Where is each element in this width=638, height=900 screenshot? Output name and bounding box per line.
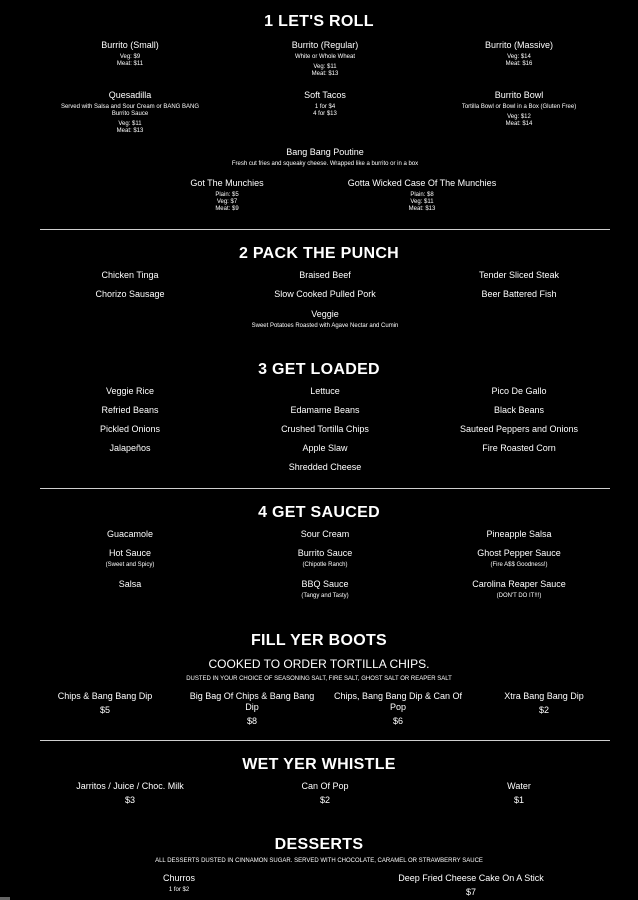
item-price: Meat: $13	[116, 128, 144, 134]
menu-item-protein: Tender Sliced Steak	[478, 270, 560, 280]
item-price: $7	[465, 887, 476, 897]
item-name: Water	[507, 781, 531, 791]
section-title-get-loaded: 3 GET LOADED	[258, 361, 380, 378]
item-name: Chips, Bang Bang Dip & Can Of Pop	[333, 691, 463, 712]
item-price: 1 for $4	[314, 104, 336, 110]
item-price: Veg: $11	[118, 121, 142, 127]
menu-item-topping: Pickled Onions	[99, 424, 161, 434]
item-name: Hot Sauce	[108, 548, 152, 558]
menu-item-protein: Chicken Tinga	[101, 270, 159, 280]
menu-item-drink	[250, 781, 400, 806]
item-name: Bang Bang Poutine	[286, 147, 364, 157]
item-price: Veg: $11	[313, 64, 337, 70]
menu-item-ghost-pepper-sauce	[444, 548, 594, 569]
menu-item-topping: Sauteed Peppers and Onions	[459, 424, 579, 434]
divider	[40, 488, 610, 489]
item-name: Xtra Bang Bang Dip	[504, 691, 584, 701]
section-note: ALL DESSERTS DUSTED IN CINNAMON SUGAR. SERVED WITH CHOCOLATE, CARAMEL OR STRAWBERRY SAUCE	[155, 858, 483, 864]
menu-item-sauce: Pineapple Salsa	[486, 529, 552, 539]
item-name: Burrito (Regular)	[291, 40, 359, 50]
item-description: (Tangy and Tasty)	[301, 593, 349, 599]
menu-item-protein: Braised Beef	[299, 270, 351, 280]
menu-item-dessert	[380, 873, 562, 898]
divider	[40, 740, 610, 741]
item-description: White or Whole Wheat	[294, 54, 356, 60]
item-description: Served with Salsa and Sour Cream or BANG BANG	[60, 104, 200, 110]
menu-item-wicked-munchies	[332, 178, 512, 213]
menu-item-got-the-munchies	[152, 178, 302, 213]
item-name: Burrito (Small)	[101, 40, 159, 50]
item-price: Plain: $5	[215, 192, 239, 198]
item-name: Got The Munchies	[190, 178, 264, 188]
menu-item-sauce: Sour Cream	[300, 529, 350, 539]
menu-item-topping: Fire Roasted Corn	[482, 443, 556, 453]
menu-item-soft-tacos	[250, 90, 400, 118]
item-price: $3	[124, 795, 135, 805]
item-description: (Sweet and Spicy)	[105, 562, 155, 568]
item-name: Gotta Wicked Case Of The Munchies	[347, 178, 497, 188]
menu-item-dessert	[104, 873, 254, 894]
item-price: Meat: $14	[505, 121, 533, 127]
item-price: Veg: $11	[410, 199, 434, 205]
item-name: Big Bag Of Chips & Bang Bang Dip	[189, 691, 315, 712]
menu-item-topping: Pico De Gallo	[491, 386, 547, 396]
item-price: 1 for $2	[168, 887, 190, 893]
item-name: Can Of Pop	[301, 781, 349, 791]
divider	[40, 229, 610, 230]
item-description: Sweet Potatoes Roasted with Agave Nectar and Cumin	[251, 323, 399, 329]
item-price: Veg: $12	[507, 114, 531, 120]
item-name: Ghost Pepper Sauce	[477, 548, 561, 558]
menu-item-topping: Edamame Beans	[290, 405, 360, 415]
menu-item-topping: Lettuce	[310, 386, 340, 396]
menu-item-burrito-massive	[444, 40, 594, 68]
item-price: Plain: $8	[410, 192, 434, 198]
item-name: Deep Fried Cheese Cake On A Stick	[398, 873, 544, 883]
menu-item-topping: Crushed Tortilla Chips	[281, 424, 369, 434]
menu-item-topping: Black Beans	[493, 405, 545, 415]
item-price: Meat: $16	[505, 61, 533, 67]
menu-item-quesadilla	[40, 90, 220, 135]
item-price: Veg: $9	[119, 54, 141, 60]
item-name: Burrito Sauce	[297, 548, 353, 558]
item-name: Quesadilla	[108, 90, 152, 100]
item-name: Soft Tacos	[304, 90, 346, 100]
menu-item-bbq-sauce	[250, 579, 400, 600]
item-name: Carolina Reaper Sauce	[472, 579, 566, 589]
menu-item-protein: Beer Battered Fish	[481, 289, 557, 299]
item-price: Meat: $13	[408, 206, 436, 212]
item-description: (DON'T DO IT!!!)	[496, 593, 542, 599]
item-price: 4 for $13	[313, 111, 337, 117]
section-title-wet-yer-whistle: WET YER WHISTLE	[242, 756, 396, 773]
section-title-desserts: DESSERTS	[274, 836, 364, 853]
menu-item-chips	[40, 691, 170, 716]
menu-item-chips	[479, 691, 609, 716]
section-title-fill-yer-boots: FILL YER BOOTS	[250, 632, 388, 649]
menu-item-chips	[331, 691, 465, 727]
menu-item-topping: Refried Beans	[101, 405, 159, 415]
section-title-get-sauced: 4 GET SAUCED	[258, 504, 380, 521]
item-name: BBQ Sauce	[301, 579, 349, 589]
item-price: $2	[538, 705, 549, 715]
menu-item-burrito-bowl	[434, 90, 604, 128]
item-description: Fresh cut fries and squeaky cheese. Wrapped like a burrito or in a box	[231, 161, 419, 167]
item-description: (Fire A$$ Goodness!)	[490, 562, 548, 568]
section-title-pack-the-punch: 2 PACK THE PUNCH	[238, 245, 400, 262]
item-name: Veggie	[311, 309, 339, 319]
menu-item-sauce: Guacamole	[106, 529, 154, 539]
menu-item-burrito-sauce	[250, 548, 400, 569]
item-price: Meat: $11	[116, 61, 144, 67]
section-note: DUSTED IN YOUR CHOICE OF SEASONING SALT, FIRE SALT, GHOST SALT OR REAPER SALT	[186, 676, 452, 682]
menu-item-topping: Apple Slaw	[302, 443, 348, 453]
menu-item-chips	[186, 691, 318, 727]
item-name: Chips & Bang Bang Dip	[57, 691, 153, 701]
item-price: Veg: $7	[216, 199, 238, 205]
menu-item-topping: Shredded Cheese	[288, 462, 362, 472]
item-name: Churros	[162, 873, 195, 883]
item-price: $1	[513, 795, 524, 805]
item-description: Burrito Sauce	[111, 111, 149, 117]
item-name: Burrito (Massive)	[484, 40, 553, 50]
menu-item-burrito-regular	[240, 40, 410, 78]
item-price: Veg: $14	[507, 54, 531, 60]
item-name: Jarritos / Juice / Choc. Milk	[76, 781, 184, 791]
section-subtitle: COOKED TO ORDER TORTILLA CHIPS.	[208, 657, 430, 671]
menu-item-veggie	[200, 309, 450, 330]
menu-item-topping: Veggie Rice	[105, 386, 155, 396]
menu-item-protein: Chorizo Sausage	[95, 289, 165, 299]
menu-item-protein: Slow Cooked Pulled Pork	[274, 289, 376, 299]
item-price: $8	[246, 716, 257, 726]
menu-item-drink	[444, 781, 594, 806]
menu-item-burrito-small	[55, 40, 205, 68]
menu-item-drink	[50, 781, 210, 806]
item-description: (Chipotle Ranch)	[302, 562, 348, 568]
menu-item-salsa: Salsa	[118, 579, 142, 589]
item-price: Meat: $9	[215, 206, 239, 212]
menu-item-carolina-reaper-sauce	[444, 579, 594, 600]
item-price: Meat: $13	[311, 71, 339, 77]
section-title-lets-roll: 1 LET'S ROLL	[264, 13, 374, 30]
menu-item-poutine	[160, 147, 490, 168]
menu-item-topping: Jalapeños	[109, 443, 151, 453]
item-price: $5	[99, 705, 110, 715]
item-description: Tortilla Bowl or Bowl in a Box (Gluten Free)	[461, 104, 577, 110]
item-price: $2	[319, 795, 330, 805]
menu-item-hot-sauce	[55, 548, 205, 569]
item-name: Burrito Bowl	[494, 90, 544, 100]
item-price: $6	[392, 716, 403, 726]
